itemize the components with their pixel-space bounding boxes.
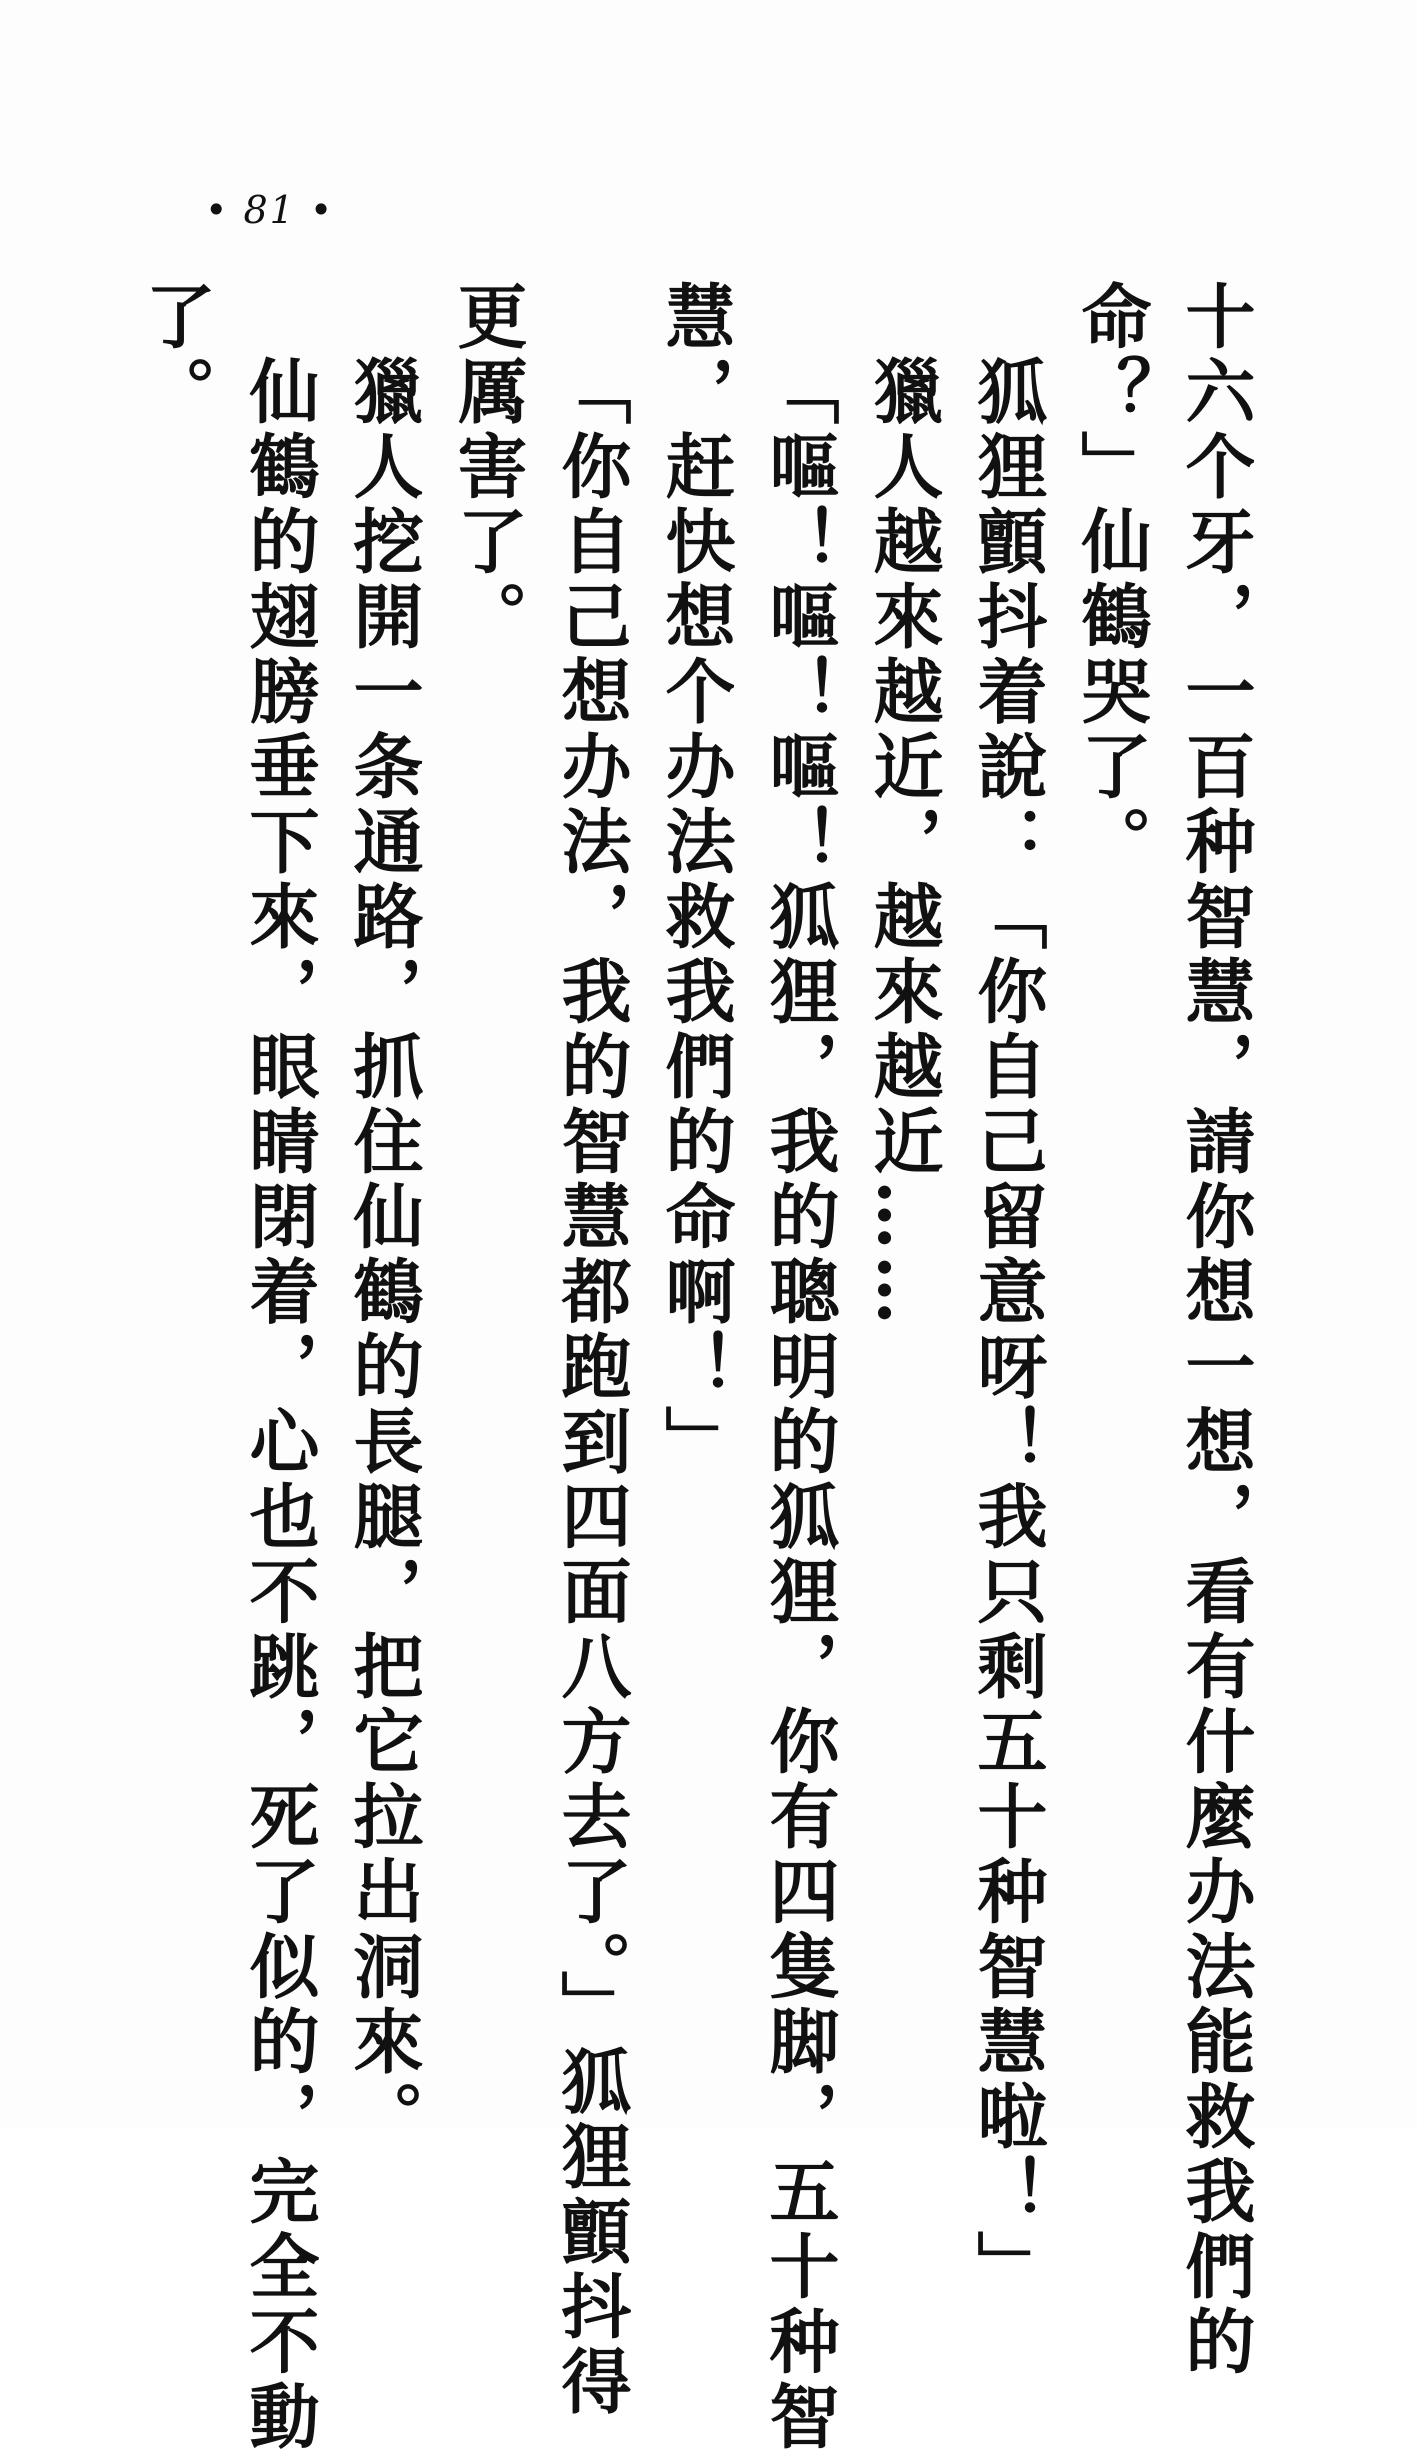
- text-column: 了。: [134, 280, 217, 430]
- vertical-text-body: [123, 280, 1267, 2455]
- text-column: 獵人挖開一条通路，抓住仙鶴的長腿，把它拉出洞來。: [342, 355, 425, 2155]
- text-column: 命？」仙鶴哭了。: [1070, 280, 1153, 880]
- text-column: 十六个牙，一百种智慧，請你想一想，看有什麼办法能救我們的: [1174, 280, 1257, 2380]
- text-column: 慧，赶快想个办法救我們的命啊！」: [654, 280, 737, 1480]
- text-column: 獵人越來越近，越來越近……: [862, 355, 945, 1330]
- text-column: 「嘔！嘔！嘔！狐狸，我的聰明的狐狸，你有四隻脚，五十种智: [758, 355, 841, 2455]
- text-column: 仙鶴的翅膀垂下來，眼睛閉着，心也不跳，死了似的，完全不動: [238, 355, 321, 2455]
- text-column: 「你自己想办法，我的智慧都跑到四面八方去了。」狐狸顫抖得: [550, 355, 633, 2420]
- text-column: 狐狸顫抖着說：「你自己留意呀！我只剩五十种智慧啦！」: [966, 355, 1049, 2305]
- text-column: 更厲害了。: [446, 280, 529, 655]
- page-number: • 81 •: [205, 188, 335, 232]
